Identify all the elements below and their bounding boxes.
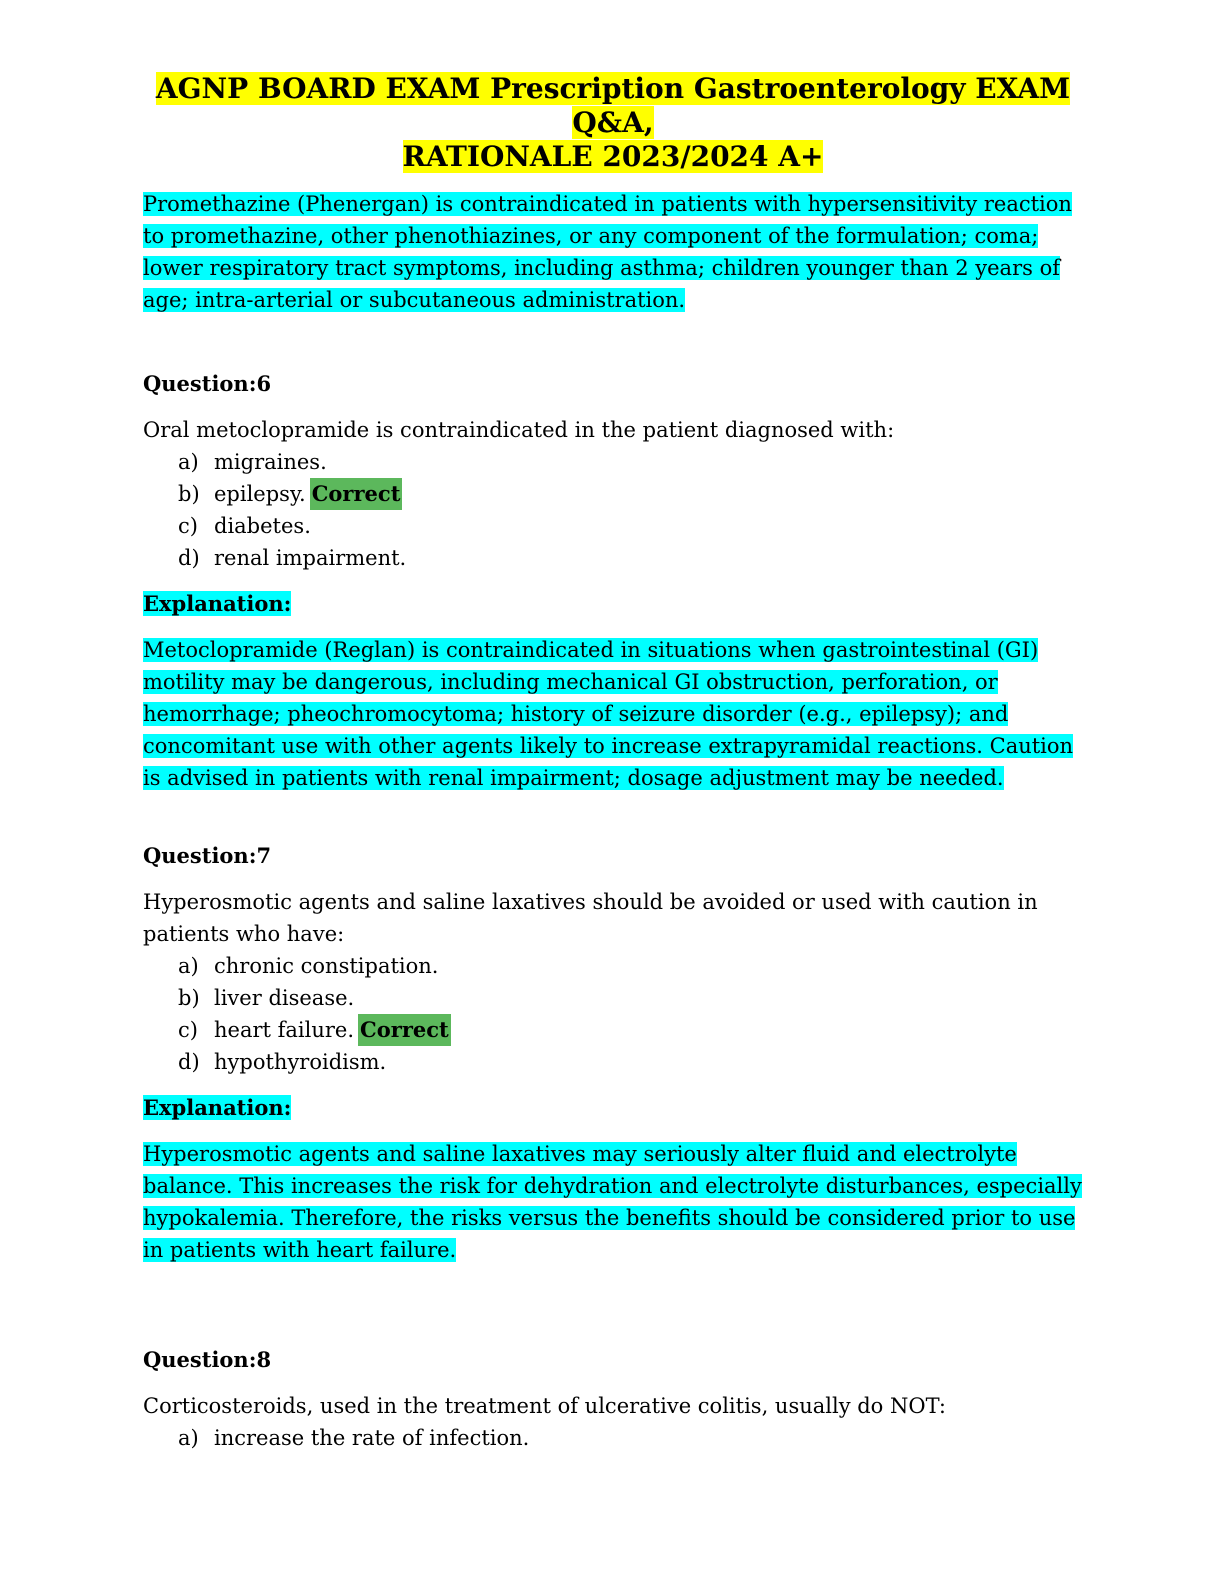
option-label: a)	[178, 1426, 199, 1450]
question-8-stem: Corticosteroids, used in the treatment of ulcerative colitis, usually do NOT:	[143, 1394, 946, 1418]
question-7-option-a	[178, 950, 1083, 982]
option-label: c)	[178, 514, 198, 538]
option-label: b)	[178, 986, 200, 1010]
question-6-explanation-text: Metoclopramide (Reglan) is contraindicated in situations when gastrointestinal (GI) motility may be dangerous, including mechanical GI obstruction, perforation, or hemorrhage; pheochromocytoma; history of seizure disorder (e.g., epilepsy); and concomitant use with other agents likely to increase extrapyramidal reactions. Caution is advised in patients with renal impairment; dosage adjustment may be needed.	[143, 638, 1074, 790]
question-7-explanation-text: Hyperosmotic agents and saline laxatives may seriously alter fluid and electrolyte balance. This increases the risk for dehydration and electrolyte disturbances, especially hypokalemia. Therefore, the risks versus the benefits should be considered prior to use in patients with heart failure.	[143, 1142, 1082, 1262]
question-6-stem: Oral metoclopramide is contraindicated in the patient diagnosed with:	[143, 418, 895, 442]
question-7-explanation-heading	[143, 1092, 1083, 1124]
question-6-explanation-heading	[143, 588, 1083, 620]
option-label: d)	[178, 1050, 200, 1074]
intro-rationale	[143, 188, 1083, 316]
question-7-options	[143, 950, 1083, 1078]
question-7-explanation	[143, 1138, 1083, 1266]
option-label: c)	[178, 1018, 198, 1042]
question-6-option-d	[178, 542, 1083, 574]
option-label: b)	[178, 482, 200, 506]
option-label: d)	[178, 546, 200, 570]
option-label: a)	[178, 450, 199, 474]
explanation-label: Explanation:	[143, 1095, 292, 1120]
question-7-option-b	[178, 982, 1083, 1014]
document-title	[143, 72, 1083, 174]
correct-marker: Correct	[310, 478, 403, 510]
question-6-option-c	[178, 510, 1083, 542]
correct-marker: Correct	[358, 1014, 451, 1046]
question-7-option-c	[178, 1014, 1083, 1046]
question-7-stem: Hyperosmotic agents and saline laxatives should be avoided or used with caution in patients who have:	[143, 890, 1038, 946]
document-content	[143, 72, 1083, 1454]
question-8-heading: Question:8	[143, 1347, 272, 1372]
question-7-option-d	[178, 1046, 1083, 1078]
option-text: liver disease.	[214, 986, 355, 1010]
question-6-options	[143, 446, 1083, 574]
explanation-label: Explanation:	[143, 591, 292, 616]
option-label: a)	[178, 954, 199, 978]
question-6-explanation	[143, 634, 1083, 794]
title-line-2: RATIONALE 2023/2024 A+	[402, 140, 824, 173]
option-text: renal impairment.	[214, 546, 407, 570]
title-line-1: AGNP BOARD EXAM Prescription Gastroenterology EXAM Q&A,	[155, 72, 1071, 139]
option-text: increase the rate of infection.	[214, 1426, 530, 1450]
question-7-heading: Question:7	[143, 843, 272, 868]
question-6-option-b	[178, 478, 1083, 510]
option-text: diabetes.	[214, 514, 311, 538]
option-text: migraines.	[214, 450, 327, 474]
question-6-heading: Question:6	[143, 371, 272, 396]
option-text: epilepsy.	[214, 482, 306, 506]
option-text: hypothyroidism.	[214, 1050, 387, 1074]
question-8-options	[143, 1422, 1083, 1454]
option-text: heart failure.	[214, 1018, 355, 1042]
question-8-option-a	[178, 1422, 1083, 1454]
option-text: chronic constipation.	[214, 954, 439, 978]
intro-rationale-text: Promethazine (Phenergan) is contraindicated in patients with hypersensitivity reaction to promethazine, other phenothiazines, or any component of the formulation; coma; lower respiratory tract symptoms, including asthma; children younger than 2 years of age; intra-arterial or subcutaneous administration.	[143, 192, 1072, 312]
question-6-option-a	[178, 446, 1083, 478]
